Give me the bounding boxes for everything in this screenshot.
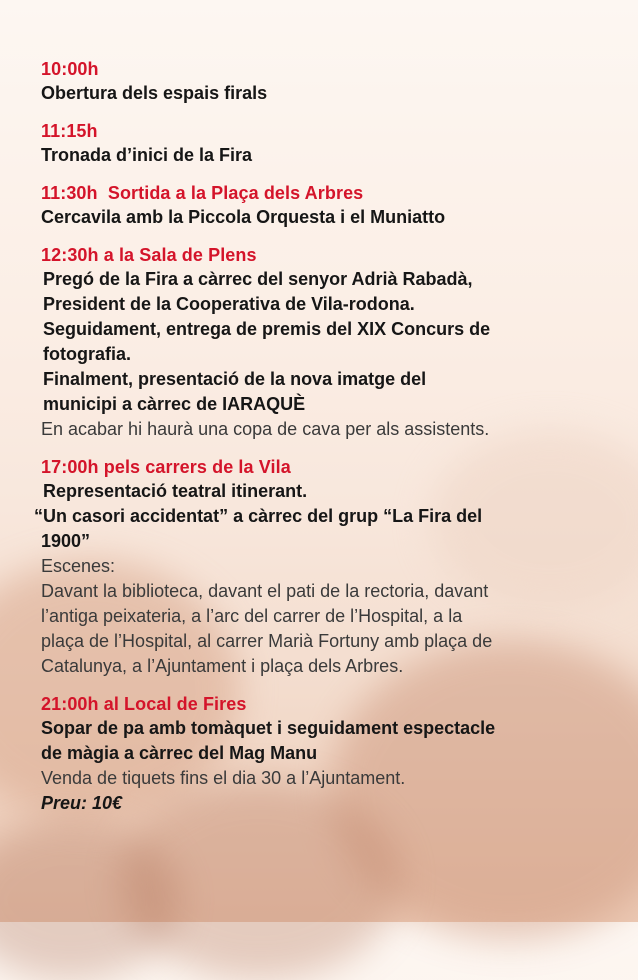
event-line: “Un casori accidentat” a càrrec del grup “La Fira del — [34, 506, 483, 526]
event-line: fotografia. — [43, 344, 131, 364]
event-line: Seguidament, entrega de premis del XIX Concurs de — [43, 319, 491, 339]
event-1700 — [34, 455, 601, 679]
event-title: Obertura dels espais firals — [41, 83, 268, 103]
event-line: 1900” — [41, 531, 91, 551]
event-line: Sopar de pa amb tomàquet i seguidament espectacle — [41, 718, 496, 738]
event-line: Finalment, presentació de la nova imatge del — [43, 369, 427, 389]
event-line: Pregó de la Fira a càrrec del senyor Adrià Rabadà, — [43, 269, 473, 289]
event-time: 11:15h — [41, 121, 98, 141]
event-1000 — [41, 57, 601, 106]
event-1230 — [41, 243, 601, 442]
event-note: Catalunya, a l’Ajuntament i plaça dels Arbres. — [41, 656, 404, 676]
event-line: de màgia a càrrec del Mag Manu — [41, 743, 318, 763]
event-line: Representació teatral itinerant. — [43, 481, 308, 501]
event-time: 17:00h pels carrers de la Vila — [41, 457, 291, 477]
event-1115 — [41, 119, 601, 168]
event-time: 11:30h Sortida a la Plaça dels Arbres — [41, 183, 364, 203]
event-2100 — [41, 692, 601, 816]
event-note: Venda de tiquets fins el dia 30 a l’Ajuntament. — [41, 768, 406, 788]
event-1130 — [41, 181, 601, 230]
event-note: Davant la biblioteca, davant el pati de la rectoria, davant — [41, 581, 489, 601]
event-time: 21:00h al Local de Fires — [41, 694, 247, 714]
event-line: municipi a càrrec de IARAQUÈ — [43, 394, 306, 414]
event-time: 12:30h a la Sala de Plens — [41, 245, 257, 265]
event-note: l’antiga peixateria, a l’arc del carrer de l’Hospital, a la — [41, 606, 463, 626]
event-note: En acabar hi haurà una copa de cava per als assistents. — [41, 419, 490, 439]
event-price: Preu: 10€ — [41, 793, 123, 813]
event-title: Cercavila amb la Piccola Orquesta i el Muniatto — [41, 207, 446, 227]
event-time: 10:00h — [41, 59, 99, 79]
event-note: plaça de l’Hospital, al carrer Marià Fortuny amb plaça de — [41, 631, 493, 651]
event-title: Tronada d’inici de la Fira — [41, 145, 253, 165]
event-note: Escenes: — [41, 556, 116, 576]
program-schedule — [34, 57, 601, 829]
event-line: President de la Cooperativa de Vila-rodona. — [43, 294, 415, 314]
